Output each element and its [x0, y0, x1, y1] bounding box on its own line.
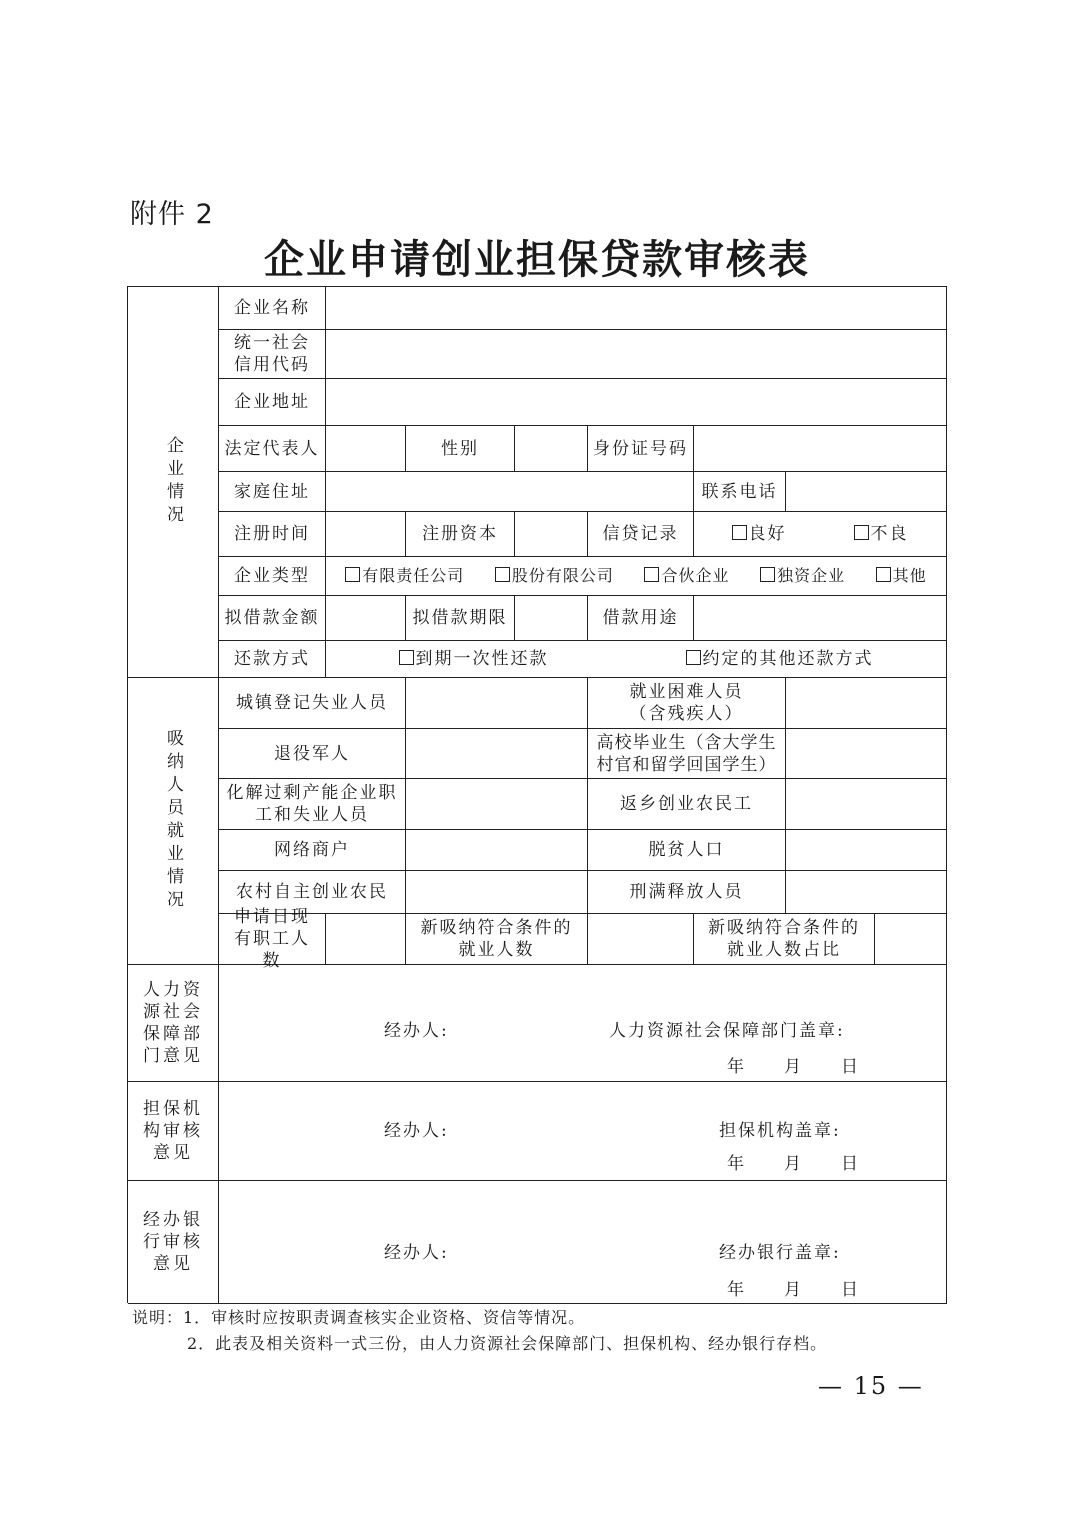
online-merchants-label: 网络商户 [219, 830, 406, 871]
checkbox[interactable] [686, 650, 701, 665]
phone-label: 联系电话 [694, 472, 786, 512]
new-ratio-field[interactable] [875, 914, 947, 965]
checkbox[interactable] [854, 525, 869, 540]
bank-seal-label: 经办银行盖章: [719, 1243, 841, 1263]
repay-other-label: 约定的其他还款方式 [702, 649, 874, 669]
legal-rep-field[interactable] [326, 426, 406, 472]
checkbox[interactable] [399, 650, 414, 665]
poverty-field[interactable] [786, 830, 947, 871]
type-llc-option[interactable] [345, 565, 464, 587]
credit-good-label: 良好 [748, 524, 787, 544]
rural-self-label: 农村自主创业农民 [219, 871, 406, 914]
type-partnership-label: 合伙企业 [661, 566, 730, 585]
page-number: — 15 — [818, 1372, 924, 1400]
released-field[interactable] [786, 871, 947, 914]
returning-migrants-field[interactable] [786, 779, 947, 830]
phone-field[interactable] [786, 472, 947, 512]
repayment-options [326, 641, 947, 678]
urban-unemployed-field[interactable] [406, 678, 588, 729]
checkbox[interactable] [644, 567, 659, 582]
graduates-label: 高校毕业生（含大学生村官和留学回国学生） [588, 729, 786, 779]
hr-handler-label: 经办人: [384, 1021, 449, 1041]
credit-good-option[interactable] [732, 523, 787, 545]
hr-seal-label: 人力资源社会保障部门盖章: [609, 1021, 845, 1041]
loan-term-label: 拟借款期限 [406, 596, 515, 641]
bank-opinion-label: 经办银行审核意见 [128, 1181, 219, 1304]
overcapacity-field[interactable] [406, 779, 588, 830]
checkbox[interactable] [876, 567, 891, 582]
credit-code-label: 统一社会信用代码 [219, 330, 326, 379]
hr-date: 年 月 日 [727, 1057, 860, 1077]
credit-bad-option[interactable] [854, 523, 909, 545]
reg-time-field[interactable] [326, 512, 406, 557]
checkbox[interactable] [495, 567, 510, 582]
attachment-label: 附件 2 [130, 199, 214, 230]
guarantee-date: 年 月 日 [727, 1154, 860, 1174]
guarantee-opinion-label: 担保机构审核意见 [128, 1082, 219, 1181]
guarantee-seal-label: 担保机构盖章: [719, 1121, 841, 1141]
new-hires-field[interactable] [588, 914, 694, 965]
credit-record-label: 信贷记录 [588, 512, 694, 557]
checkbox[interactable] [760, 567, 775, 582]
online-merchants-field[interactable] [406, 830, 588, 871]
loan-amount-field[interactable] [326, 596, 406, 641]
new-ratio-label: 新吸纳符合条件的就业人数占比 [694, 914, 875, 965]
type-other-option[interactable] [876, 565, 927, 587]
type-partnership-option[interactable] [644, 565, 729, 587]
loan-use-label: 借款用途 [588, 596, 694, 641]
veterans-field[interactable] [406, 729, 588, 779]
overcapacity-label: 化解过剩产能企业职工和失业人员 [219, 779, 406, 830]
note-2: 2．此表及相关资料一式三份，由人力资源社会保障部门、担保机构、经办银行存档。 [187, 1334, 828, 1353]
credit-code-field[interactable] [326, 330, 947, 379]
returning-migrants-label: 返乡创业农民工 [588, 779, 786, 830]
loan-amount-label: 拟借款金额 [219, 596, 326, 641]
section-enterprise-label: 企业情况 [128, 287, 219, 678]
gender-label: 性别 [406, 426, 515, 472]
hr-opinion-label: 人力资源社会保障部门意见 [128, 965, 219, 1082]
poverty-label: 脱贫人口 [588, 830, 786, 871]
note-1: 说明：1．审核时应按职责调查核实企业资格、资信等情况。 [132, 1308, 586, 1327]
legal-rep-label: 法定代表人 [219, 426, 326, 472]
urban-unemployed-label: 城镇登记失业人员 [219, 678, 406, 729]
rural-self-field[interactable] [406, 871, 588, 914]
id-number-label: 身份证号码 [588, 426, 694, 472]
graduates-field[interactable] [786, 729, 947, 779]
gender-field[interactable] [515, 426, 588, 472]
section-employment-label: 吸纳人员就业情况 [128, 678, 219, 965]
repay-lump-label: 到期一次性还款 [415, 649, 549, 669]
bank-date: 年 月 日 [727, 1280, 860, 1300]
credit-record-options [694, 512, 947, 557]
guarantee-opinion-area[interactable] [219, 1082, 947, 1181]
form-title: 企业申请创业担保贷款审核表 [264, 236, 810, 283]
enterprise-address-field[interactable] [326, 379, 947, 426]
enterprise-type-label: 企业类型 [219, 557, 326, 596]
enterprise-type-options [326, 557, 947, 596]
application-form-table [127, 286, 947, 1303]
bank-handler-label: 经办人: [384, 1243, 449, 1263]
type-sole-option[interactable] [760, 565, 845, 587]
bank-opinion-area[interactable] [219, 1181, 947, 1304]
enterprise-name-field[interactable] [326, 287, 947, 330]
veterans-label: 退役军人 [219, 729, 406, 779]
credit-bad-label: 不良 [870, 524, 909, 544]
repay-other-option[interactable] [686, 648, 874, 670]
type-other-label: 其他 [892, 566, 927, 585]
hr-opinion-area[interactable] [219, 965, 947, 1082]
enterprise-address-label: 企业地址 [219, 379, 326, 426]
type-llc-label: 有限责任公司 [362, 566, 465, 585]
type-jsc-option[interactable] [495, 565, 614, 587]
staff-count-field[interactable] [326, 914, 406, 965]
notes [132, 1305, 827, 1357]
checkbox[interactable] [345, 567, 360, 582]
repayment-label: 还款方式 [219, 641, 326, 678]
new-hires-label: 新吸纳符合条件的就业人数 [406, 914, 588, 965]
loan-term-field[interactable] [515, 596, 588, 641]
enterprise-name-label: 企业名称 [219, 287, 326, 330]
type-sole-label: 独资企业 [777, 566, 846, 585]
type-jsc-label: 股份有限公司 [511, 566, 614, 585]
home-address-label: 家庭住址 [219, 472, 326, 512]
checkbox[interactable] [732, 525, 747, 540]
hard-employ-field[interactable] [786, 678, 947, 729]
released-label: 刑满释放人员 [588, 871, 786, 914]
reg-capital-label: 注册资本 [406, 512, 515, 557]
hard-employ-label: 就业困难人员（含残疾人） [588, 678, 786, 729]
staff-count-label: 申请日现有职工人数 [219, 914, 326, 965]
guarantee-handler-label: 经办人: [384, 1121, 449, 1141]
reg-time-label: 注册时间 [219, 512, 326, 557]
reg-capital-field[interactable] [515, 512, 588, 557]
repay-lump-option[interactable] [399, 648, 549, 670]
loan-use-field[interactable] [694, 596, 947, 641]
home-address-field[interactable] [326, 472, 694, 512]
id-number-field[interactable] [694, 426, 947, 472]
